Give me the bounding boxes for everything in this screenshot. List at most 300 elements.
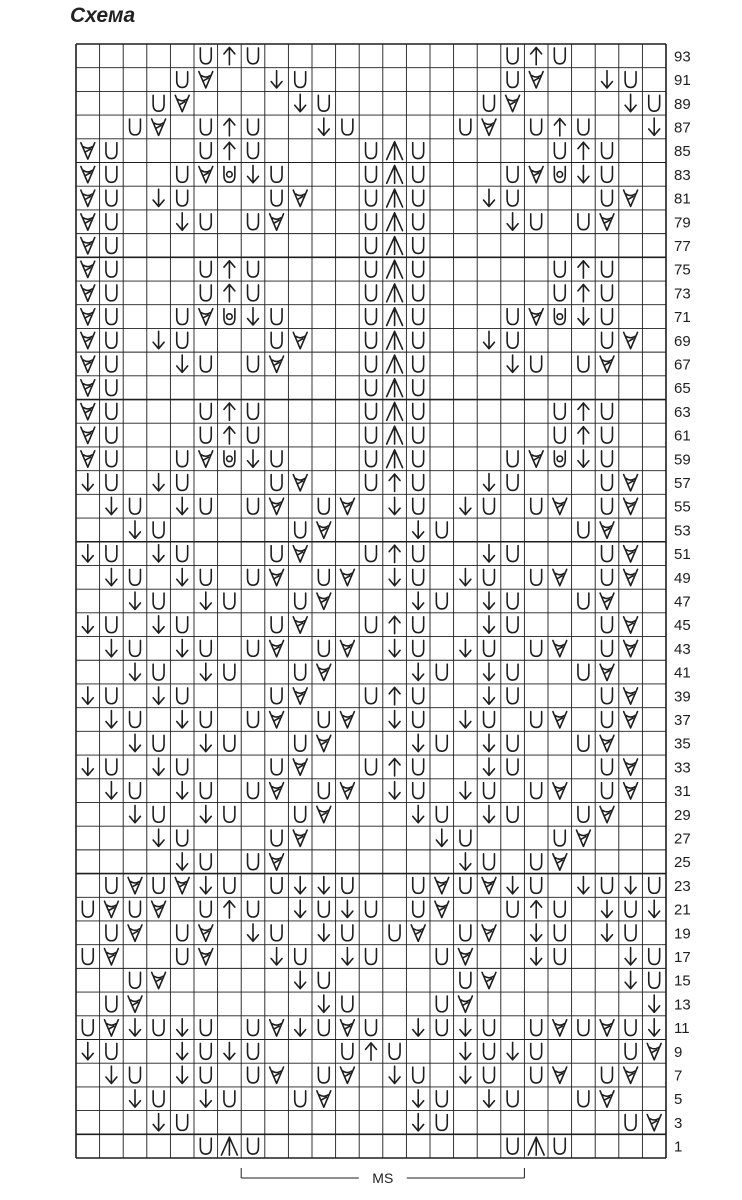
chart-cell bbox=[413, 1114, 424, 1131]
triple-arrow-symbol bbox=[387, 450, 403, 468]
yarn-over-symbol bbox=[413, 427, 424, 443]
yarn-over-symbol bbox=[318, 640, 329, 656]
yarn-over-symbol bbox=[366, 403, 377, 419]
decrease-arrow-symbol bbox=[82, 1042, 93, 1059]
chart-cell bbox=[224, 806, 235, 822]
twisted-v-symbol bbox=[482, 119, 496, 135]
chart-cell bbox=[413, 214, 424, 230]
chart-cell bbox=[82, 901, 93, 917]
yarn-over-symbol bbox=[413, 451, 424, 467]
decrease-arrow-symbol bbox=[130, 592, 141, 609]
yarn-over-symbol bbox=[413, 356, 424, 372]
yarn-over-symbol bbox=[436, 806, 447, 822]
chart-cell bbox=[293, 688, 307, 704]
row-number: 75 bbox=[674, 261, 691, 279]
chart-cell bbox=[484, 474, 495, 491]
yarn-over-symbol bbox=[484, 498, 495, 514]
row-number: 61 bbox=[674, 427, 691, 445]
yarn-over-symbol bbox=[507, 309, 518, 325]
chart-cell bbox=[413, 592, 424, 609]
chart-cell bbox=[199, 451, 213, 467]
yarn-over-symbol bbox=[413, 238, 424, 254]
yarn-over-symbol bbox=[554, 925, 565, 941]
chart-cell bbox=[224, 47, 235, 64]
chart-cell bbox=[177, 617, 188, 633]
twisted-v-symbol bbox=[317, 806, 331, 822]
twisted-v-symbol bbox=[81, 214, 95, 230]
yarn-over-symbol bbox=[649, 877, 660, 893]
yarn-over-symbol bbox=[602, 143, 613, 159]
yarn-over-symbol bbox=[602, 451, 613, 467]
chart-cell bbox=[484, 95, 495, 111]
chart-cell bbox=[484, 687, 495, 704]
chart-cell bbox=[317, 593, 331, 609]
chart-cell bbox=[602, 403, 613, 419]
chart-cell bbox=[436, 806, 447, 822]
decrease-arrow-symbol bbox=[413, 805, 424, 822]
yarn-over-symbol bbox=[436, 1020, 447, 1036]
yarn-over-symbol bbox=[153, 522, 164, 538]
chart-cell bbox=[200, 48, 211, 64]
chart-cell bbox=[199, 949, 213, 965]
chart-cell bbox=[554, 451, 565, 467]
yarn-over-symbol bbox=[106, 877, 117, 893]
yarn-over-symbol bbox=[153, 1020, 164, 1036]
yarn-over-symbol bbox=[413, 380, 424, 396]
yarn-over-symbol bbox=[177, 925, 188, 941]
bobble-outline bbox=[224, 451, 235, 467]
row-number: 19 bbox=[674, 925, 691, 943]
chart-cell bbox=[387, 213, 403, 231]
yarn-over-symbol bbox=[271, 925, 282, 941]
yarn-over-symbol bbox=[106, 285, 117, 301]
yarn-over-symbol bbox=[200, 48, 211, 64]
chart-cell bbox=[389, 616, 400, 633]
yarn-over-symbol bbox=[366, 1020, 377, 1036]
chart-cell bbox=[413, 617, 424, 633]
yarn-over-symbol bbox=[507, 166, 518, 182]
twisted-v-symbol bbox=[576, 830, 590, 846]
chart-cell bbox=[482, 972, 496, 988]
yarn-over-symbol bbox=[200, 1067, 211, 1083]
twisted-v-symbol bbox=[199, 72, 213, 88]
chart-cell bbox=[295, 664, 306, 680]
chart-cell bbox=[199, 309, 213, 325]
twisted-v-symbol bbox=[270, 498, 284, 514]
chart-cell bbox=[106, 285, 117, 301]
chart-cell bbox=[553, 854, 567, 870]
chart-cell bbox=[413, 805, 424, 822]
yarn-over-symbol bbox=[413, 901, 424, 917]
chart-cell bbox=[366, 332, 377, 348]
yarn-over-symbol bbox=[295, 664, 306, 680]
chart-cell bbox=[649, 949, 660, 965]
yarn-over-symbol bbox=[200, 285, 211, 301]
chart-cell bbox=[484, 1090, 495, 1107]
decrease-arrow-symbol bbox=[271, 948, 282, 965]
chart-cell bbox=[248, 1020, 259, 1036]
up-arrow-symbol bbox=[389, 687, 400, 704]
chart-cell bbox=[625, 877, 636, 894]
chart-cell bbox=[484, 640, 495, 656]
chart-cell bbox=[649, 1019, 660, 1036]
chart-cell bbox=[387, 284, 403, 302]
chart-cell bbox=[624, 617, 638, 633]
yarn-over-symbol bbox=[413, 214, 424, 230]
yarn-over-symbol bbox=[484, 1067, 495, 1083]
chart-cell bbox=[200, 143, 211, 159]
chart-cell bbox=[531, 854, 542, 870]
decrease-arrow-symbol bbox=[460, 711, 471, 728]
chart-cell bbox=[295, 1091, 306, 1107]
chart-cell bbox=[578, 356, 589, 372]
decrease-arrow-symbol bbox=[82, 545, 93, 562]
chart-cell bbox=[106, 617, 117, 633]
chart-cell bbox=[106, 356, 117, 372]
decrease-arrow-symbol bbox=[248, 308, 259, 325]
row-number: 73 bbox=[674, 285, 691, 303]
twisted-v-symbol bbox=[270, 569, 284, 585]
chart-cell bbox=[366, 475, 377, 491]
triple-arrow-symbol bbox=[387, 165, 403, 183]
chart-cell bbox=[413, 498, 424, 514]
chart-cell bbox=[484, 616, 495, 633]
chart-cell bbox=[295, 1019, 306, 1036]
decrease-arrow-symbol bbox=[200, 663, 211, 680]
row-number: 69 bbox=[674, 332, 691, 350]
yarn-over-symbol bbox=[318, 1020, 329, 1036]
chart-symbols bbox=[81, 47, 661, 1155]
yarn-over-symbol bbox=[342, 119, 353, 135]
chart-cell bbox=[318, 972, 329, 988]
chart-cell bbox=[578, 806, 589, 822]
yarn-over-symbol bbox=[153, 877, 164, 893]
chart-cell bbox=[200, 592, 211, 609]
chart-cell bbox=[295, 72, 306, 88]
up-arrow-symbol bbox=[578, 284, 589, 301]
decrease-arrow-symbol bbox=[625, 94, 636, 111]
chart-cell bbox=[153, 545, 164, 562]
yarn-over-symbol bbox=[413, 309, 424, 325]
yarn-over-symbol bbox=[602, 712, 613, 728]
chart-cell bbox=[200, 805, 211, 822]
chart-cell bbox=[130, 734, 141, 751]
yarn-over-symbol bbox=[413, 712, 424, 728]
twisted-v-symbol bbox=[152, 119, 166, 135]
yarn-over-symbol bbox=[295, 949, 306, 965]
twisted-v-symbol bbox=[81, 427, 95, 443]
yarn-over-symbol bbox=[625, 1043, 636, 1059]
bobble-dot bbox=[557, 172, 563, 178]
decrease-arrow-symbol bbox=[389, 1066, 400, 1083]
yarn-over-symbol bbox=[106, 925, 117, 941]
chart-cell bbox=[177, 568, 188, 585]
chart-cell bbox=[340, 1067, 354, 1083]
chart-cell bbox=[624, 546, 638, 562]
triple-arrow-symbol bbox=[387, 355, 403, 373]
yarn-over-symbol bbox=[366, 546, 377, 562]
chart-cell bbox=[578, 165, 589, 182]
yarn-over-symbol bbox=[484, 783, 495, 799]
chart-cell bbox=[600, 664, 614, 680]
decrease-arrow-symbol bbox=[507, 355, 518, 372]
decrease-arrow-symbol bbox=[625, 948, 636, 965]
decrease-arrow-symbol bbox=[625, 971, 636, 988]
bobble-symbol bbox=[224, 451, 235, 467]
decrease-arrow-symbol bbox=[389, 711, 400, 728]
yarn-over-symbol bbox=[602, 285, 613, 301]
yarn-over-symbol bbox=[413, 475, 424, 491]
chart-cell bbox=[436, 949, 447, 965]
chart-cell bbox=[553, 1020, 567, 1036]
twisted-v-symbol bbox=[482, 877, 496, 893]
chart-cell bbox=[460, 782, 471, 799]
chart-cell bbox=[104, 949, 118, 965]
yarn-over-symbol bbox=[106, 403, 117, 419]
chart-cell bbox=[625, 925, 636, 941]
yarn-over-symbol bbox=[177, 759, 188, 775]
decrease-arrow-symbol bbox=[460, 639, 471, 656]
chart-cell bbox=[317, 735, 331, 751]
twisted-v-symbol bbox=[270, 1020, 284, 1036]
decrease-arrow-symbol bbox=[625, 877, 636, 894]
twisted-v-symbol bbox=[270, 783, 284, 799]
chart-cell bbox=[224, 1091, 235, 1107]
chart-cell bbox=[460, 568, 471, 585]
yarn-over-symbol bbox=[177, 332, 188, 348]
chart-cell bbox=[460, 925, 471, 941]
decrease-arrow-symbol bbox=[130, 521, 141, 538]
yarn-over-symbol bbox=[554, 285, 565, 301]
yarn-over-symbol bbox=[507, 546, 518, 562]
chart-cell bbox=[366, 1020, 377, 1036]
decrease-arrow-symbol bbox=[130, 805, 141, 822]
decrease-arrow-symbol bbox=[413, 734, 424, 751]
chart-cell bbox=[484, 498, 495, 514]
twisted-v-symbol bbox=[553, 498, 567, 514]
chart-cell bbox=[389, 639, 400, 656]
chart-cell bbox=[554, 119, 565, 136]
decrease-arrow-symbol bbox=[436, 829, 447, 846]
yarn-over-symbol bbox=[271, 332, 282, 348]
chart-cell bbox=[507, 593, 518, 609]
decrease-arrow-symbol bbox=[484, 189, 495, 206]
row-number: 31 bbox=[674, 783, 691, 801]
chart-cell bbox=[200, 1020, 211, 1036]
decrease-arrow-symbol bbox=[484, 734, 495, 751]
chart-cell bbox=[340, 498, 354, 514]
chart-cell bbox=[128, 925, 142, 941]
chart-cell bbox=[248, 261, 259, 277]
decrease-arrow-symbol bbox=[318, 877, 329, 894]
chart-cell bbox=[411, 925, 425, 941]
bobble-outline bbox=[554, 166, 565, 182]
chart-cell bbox=[270, 1067, 284, 1083]
yarn-over-symbol bbox=[460, 830, 471, 846]
chart-cell bbox=[248, 640, 259, 656]
chart-cell bbox=[578, 664, 589, 680]
twisted-v-symbol bbox=[482, 972, 496, 988]
yarn-over-symbol bbox=[177, 451, 188, 467]
row-number: 53 bbox=[674, 522, 691, 540]
row-number: 21 bbox=[674, 901, 691, 919]
chart-cell bbox=[293, 830, 307, 846]
chart-cell bbox=[484, 545, 495, 562]
up-arrow-symbol bbox=[578, 261, 589, 278]
decrease-arrow-symbol bbox=[342, 948, 353, 965]
chart-cell bbox=[270, 783, 284, 799]
chart-cell bbox=[602, 924, 613, 941]
chart-cell bbox=[81, 143, 95, 159]
chart-cell bbox=[366, 309, 377, 325]
chart-cell bbox=[81, 380, 95, 396]
yarn-over-symbol bbox=[625, 901, 636, 917]
yarn-over-symbol bbox=[602, 332, 613, 348]
yarn-over-symbol bbox=[413, 166, 424, 182]
chart-cell bbox=[153, 616, 164, 633]
chart-cell bbox=[413, 1067, 424, 1083]
yarn-over-symbol bbox=[413, 569, 424, 585]
chart-cell bbox=[366, 759, 377, 775]
yarn-over-symbol bbox=[271, 830, 282, 846]
twisted-v-symbol bbox=[81, 261, 95, 277]
chart-cell bbox=[271, 451, 282, 467]
row-number: 5 bbox=[674, 1091, 683, 1109]
chart-cell bbox=[177, 355, 188, 372]
chart-cell bbox=[224, 664, 235, 680]
chart-cell bbox=[318, 924, 329, 941]
chart-cell bbox=[200, 1043, 211, 1059]
yarn-over-symbol bbox=[248, 1043, 259, 1059]
decrease-arrow-symbol bbox=[200, 734, 211, 751]
yarn-over-symbol bbox=[554, 143, 565, 159]
bobble-dot bbox=[227, 456, 233, 462]
decrease-arrow-symbol bbox=[177, 782, 188, 799]
chart-cell bbox=[413, 190, 424, 206]
decrease-arrow-symbol bbox=[177, 213, 188, 230]
chart-cell bbox=[554, 427, 565, 443]
chart-cell bbox=[130, 805, 141, 822]
row-number: 43 bbox=[674, 640, 691, 658]
yarn-over-symbol bbox=[436, 593, 447, 609]
triple-arrow-symbol bbox=[528, 1137, 544, 1155]
twisted-v-symbol bbox=[81, 380, 95, 396]
bobble-dot bbox=[227, 314, 233, 320]
chart-cell bbox=[366, 403, 377, 419]
yarn-over-symbol bbox=[625, 1115, 636, 1131]
chart-cell bbox=[600, 1091, 614, 1107]
twisted-v-symbol bbox=[624, 617, 638, 633]
yarn-over-symbol bbox=[106, 214, 117, 230]
chart-cell bbox=[507, 355, 518, 372]
decrease-arrow-symbol bbox=[649, 995, 660, 1012]
yarn-over-symbol bbox=[271, 190, 282, 206]
chart-cell bbox=[271, 475, 282, 491]
chart-cell bbox=[200, 712, 211, 728]
chart-cell bbox=[602, 427, 613, 443]
yarn-over-symbol bbox=[248, 712, 259, 728]
decrease-arrow-symbol bbox=[153, 331, 164, 348]
chart-cell bbox=[529, 309, 543, 325]
yarn-over-symbol bbox=[531, 1020, 542, 1036]
yarn-over-symbol bbox=[602, 877, 613, 893]
yarn-over-symbol bbox=[177, 166, 188, 182]
chart-cell bbox=[436, 829, 447, 846]
yarn-over-symbol bbox=[602, 640, 613, 656]
row-number: 71 bbox=[674, 309, 691, 327]
decrease-arrow-symbol bbox=[484, 1090, 495, 1107]
triple-arrow-symbol bbox=[387, 402, 403, 420]
yarn-over-symbol bbox=[248, 48, 259, 64]
chart-cell bbox=[318, 712, 329, 728]
decrease-arrow-symbol bbox=[153, 1114, 164, 1131]
yarn-over-symbol bbox=[531, 356, 542, 372]
chart-cell bbox=[200, 119, 211, 135]
twisted-v-symbol bbox=[340, 712, 354, 728]
yarn-over-symbol bbox=[271, 475, 282, 491]
yarn-over-symbol bbox=[413, 877, 424, 893]
yarn-over-symbol bbox=[130, 498, 141, 514]
yarn-over-symbol bbox=[318, 1067, 329, 1083]
chart-cell bbox=[82, 1042, 93, 1059]
yarn-over-symbol bbox=[248, 427, 259, 443]
twisted-v-symbol bbox=[458, 949, 472, 965]
yarn-over-symbol bbox=[578, 735, 589, 751]
row-number: 79 bbox=[674, 214, 691, 232]
yarn-over-symbol bbox=[177, 949, 188, 965]
yarn-over-symbol bbox=[602, 403, 613, 419]
triple-arrow-symbol bbox=[387, 308, 403, 326]
up-arrow-symbol bbox=[366, 1043, 377, 1060]
chart-cell bbox=[602, 759, 613, 775]
yarn-over-symbol bbox=[200, 403, 211, 419]
yarn-over-symbol bbox=[106, 427, 117, 443]
twisted-v-symbol bbox=[175, 877, 189, 893]
yarn-over-symbol bbox=[153, 806, 164, 822]
chart-cell bbox=[340, 783, 354, 799]
chart-cell bbox=[82, 545, 93, 562]
chart-cell bbox=[578, 877, 589, 894]
chart-cell bbox=[224, 877, 235, 893]
chart-cell bbox=[224, 593, 235, 609]
row-number: 15 bbox=[674, 972, 691, 990]
chart-cell bbox=[130, 1090, 141, 1107]
chart-cell bbox=[82, 1020, 93, 1036]
yarn-over-symbol bbox=[106, 475, 117, 491]
decrease-arrow-symbol bbox=[82, 474, 93, 491]
chart-cell bbox=[271, 309, 282, 325]
chart-cell bbox=[177, 830, 188, 846]
chart-cell bbox=[224, 284, 235, 301]
twisted-v-symbol bbox=[624, 569, 638, 585]
chart-cell bbox=[177, 1042, 188, 1059]
decrease-arrow-symbol bbox=[484, 758, 495, 775]
yarn-over-symbol bbox=[177, 688, 188, 704]
up-arrow-symbol bbox=[224, 142, 235, 159]
yarn-over-symbol bbox=[200, 119, 211, 135]
chart-cell bbox=[507, 1091, 518, 1107]
chart-cell bbox=[81, 427, 95, 443]
yarn-over-symbol bbox=[177, 475, 188, 491]
yarn-over-symbol bbox=[413, 617, 424, 633]
row-number: 51 bbox=[674, 546, 691, 564]
chart-cell bbox=[200, 403, 211, 419]
chart-cell bbox=[130, 901, 141, 917]
chart-cell bbox=[578, 735, 589, 751]
yarn-over-symbol bbox=[507, 688, 518, 704]
twisted-v-symbol bbox=[293, 475, 307, 491]
twisted-v-symbol bbox=[199, 166, 213, 182]
